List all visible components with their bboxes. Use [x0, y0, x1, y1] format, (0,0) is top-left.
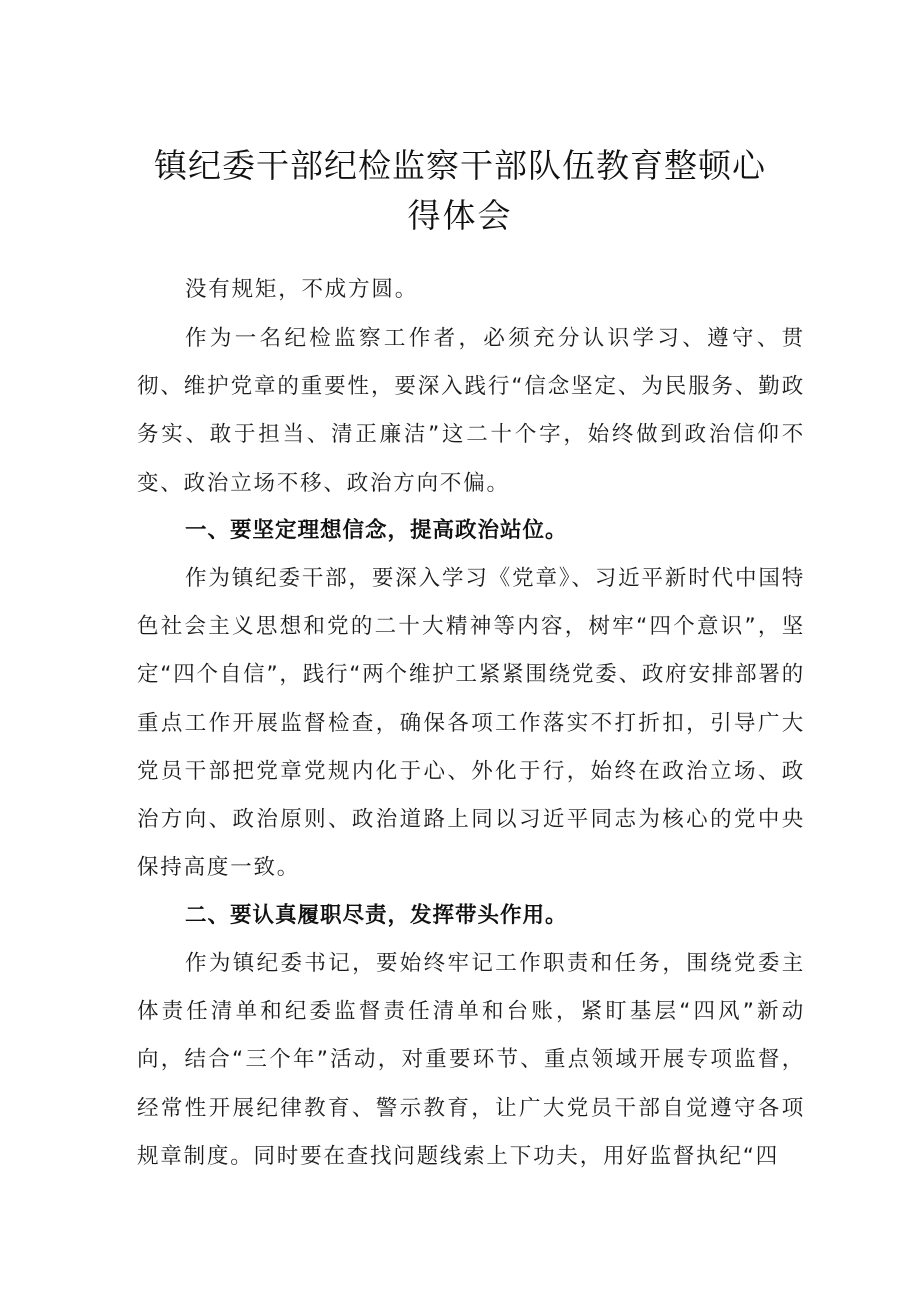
body-paragraph-1: 作为一名纪检监察工作者，必须充分认识学习、遵守、贯彻、维护党章的重要性，要深入践行“信念坚定、为民服务、勤政务实、敢于担当、清正廉洁”这二十个字，始终做到政治信仰不变、政治立场不移、政治方向不偏。	[137, 326, 805, 496]
section-heading-2: 二、要认真履职尽责，发挥带头作用。	[185, 903, 568, 928]
section-heading-1: 一、要坚定理想信念，提高政治站位。	[185, 518, 568, 543]
intro-paragraph: 没有规矩，不成方圆。	[185, 277, 419, 302]
body-paragraph-3: 作为镇纪委书记，要始终牢记工作职责和任务，围绕党委主体责任清单和纪委监督责任清单和台账，紧盯基层“四风”新动向，结合“三个年”活动，对重要环节、重点领域开展专项监督，经常性开展纪律教育、警示教育，让广大党员干部自觉遵守各项规章制度。同时要在查找问题线索上下功夫，用好监督执纪“四	[137, 951, 805, 1169]
document-title-line-1: 镇纪委干部纪检监察干部队伍教育整顿心	[154, 146, 766, 185]
body-paragraph-2: 作为镇纪委干部，要深入学习《党章》、习近平新时代中国特色社会主义思想和党的二十大精神等内容，树牢“四个意识”，坚定“四个自信”，践行“两个维护工紧紧围绕党委、政府安排部署的重点工作开展监督检查，确保各项工作落实不打折扣，引导广大党员干部把党章党规内化于心、外化于行，始终在政治立场、政治方向、政治原则、政治道路上同以习近平同志为核心的党中央保持高度一致。	[137, 566, 805, 881]
document-title-line-2: 得体会	[407, 196, 513, 235]
